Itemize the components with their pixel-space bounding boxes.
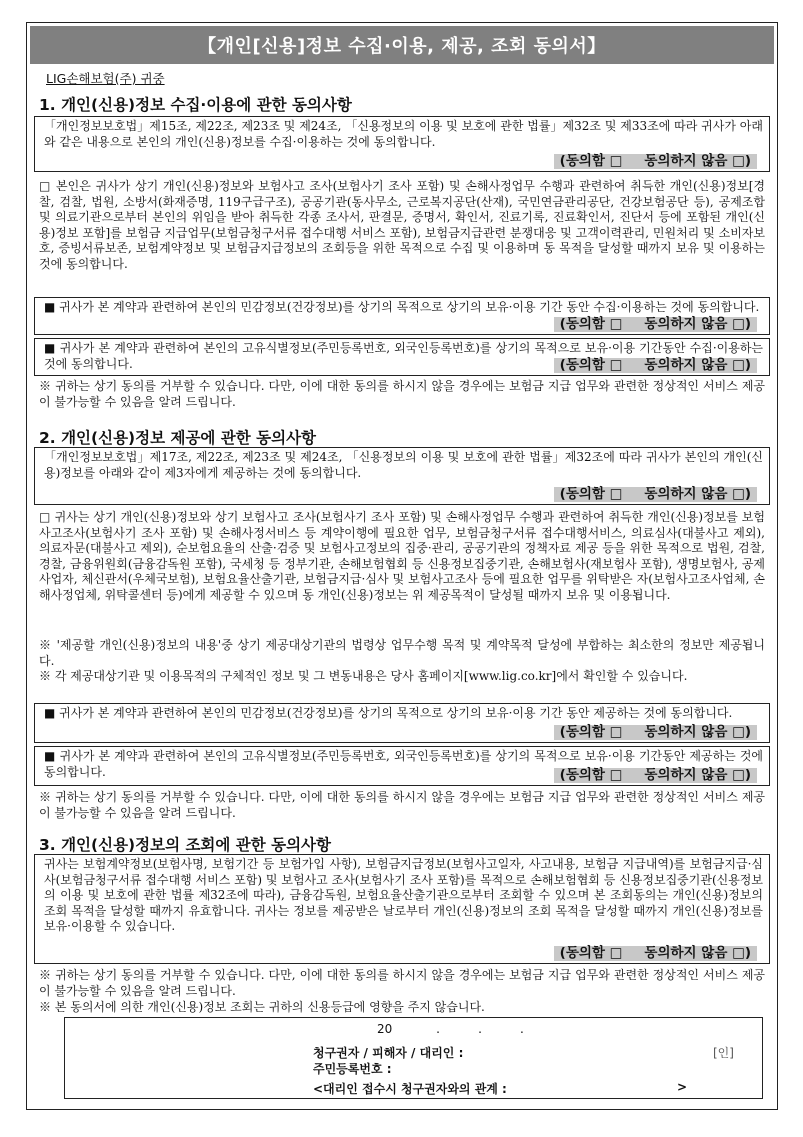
recipient: LIG손해보험(주) 귀중 xyxy=(46,71,165,86)
agree-checkbox[interactable]: (동의함 □ xyxy=(559,944,623,961)
section1-id-text: ■ 귀사가 본 계약과 관련하여 본인의 고유식별정보(주민등록번호, 외국인등록번호)를 상기의 목적으로 보유·이용 기간동안 수집·이용하는 것에 동의합니다. xyxy=(44,341,763,371)
consent-form xyxy=(26,22,778,1110)
section3-heading: 3. 개인(신용)정보의 조회에 관한 동의사항 xyxy=(39,836,331,854)
section2-note-a: ※ '제공할 개인(신용)정보의 내용'중 상기 제공대상기관의 법령상 업무수행 목적 및 계약목적 달성에 부합하는 최소한의 정보만 제공됩니다. xyxy=(39,638,765,668)
section1-id-consent[interactable] xyxy=(554,358,757,374)
section3-note2: ※ 본 동의서에 의한 개인(신용)정보 조회는 귀하의 신용등급에 영향을 주지 않습니다. xyxy=(39,1000,485,1014)
relation-close: > xyxy=(677,1080,688,1094)
disagree-checkbox[interactable]: 동의하지 않음 □) xyxy=(644,152,751,169)
seal-mark: [인] xyxy=(713,1046,734,1060)
section2-law-text: 「개인정보보호법」제17조, 제22조, 제23조 및 제24조, 「신용정보의 이용 및 보호에 관한 법률」제32조에 따라 귀사가 본인의 개인(신용)정보를 아래와 같이 제3자에게 제공하는 것에 동의합니다. xyxy=(44,450,763,480)
section2-law-box xyxy=(34,447,770,505)
section1-health-box xyxy=(34,297,770,335)
section1-law-box xyxy=(34,116,770,172)
agree-checkbox[interactable]: (동의함 □ xyxy=(559,723,623,740)
rrn-label[interactable]: 주민등록번호 : xyxy=(313,1062,392,1076)
section1-heading: 1. 개인(신용)정보 수집·이용에 관한 동의사항 xyxy=(39,96,352,114)
agree-checkbox[interactable]: (동의함 □ xyxy=(559,356,623,373)
disagree-checkbox[interactable]: 동의하지 않음 □) xyxy=(644,723,751,740)
disagree-checkbox[interactable]: 동의하지 않음 □) xyxy=(644,944,751,961)
relation-label[interactable]: <대리인 접수시 청구권자와의 관계 : xyxy=(313,1082,507,1096)
section2-id-text: ■ 귀사가 본 계약과 관련하여 본인의 고유식별정보(주민등록번호, 외국인등록번호)를 상기의 목적으로 보유·이용 기간동안 제공하는 것에 동의합니다. xyxy=(44,749,763,779)
section2-health-box xyxy=(34,703,770,743)
agree-checkbox[interactable]: (동의함 □ xyxy=(559,152,623,169)
section3-consent[interactable] xyxy=(554,946,757,962)
section1-id-box xyxy=(34,338,770,376)
disagree-checkbox[interactable]: 동의하지 않음 □) xyxy=(644,485,751,502)
section2-purpose: □ 귀사는 상기 개인(신용)정보와 상기 보험사고 조사(보험사기 조사 포함) 및 손해사정업무 수행과 관련하여 취득한 개인(신용)정보를 보험사고조사(보험사기 조사 포함) 및 손해사정서비스 등 계약이행에 필요한 업무, 보험금청구서류 접수대행서비스, 의료심사(대불사고 제외), 의료자문(대불사고 제외), 순보험요율의 산출·검증 및 보험사고정보의 집중·관리, 공공기관의 정책자료 제공 등을 위한 목적으로 법원, 검찰, 경찰, 금융위원회(금융감독원 포함), 국세청 등 정부기관, 손해보험협회 등 신용정보집중기관, 손해보험사(재보험사 포함), 생명보험사, 공제사업자, 체신관서(우체국보험), 보험요율산출기관, 보험금지급·심사 및 보험사고조사 등에 필요한 업무를 위탁받은 자(보험사고조사업체, 손해사정업체, 위탁콜센터 등)에게 제공할 수 있으며 동 개인(신용)정보는 위 제공목적이 달성될 때까지 보유 및 이용됩니다. xyxy=(39,510,765,602)
section2-id-box xyxy=(34,746,770,786)
section2-health-consent[interactable] xyxy=(554,725,757,741)
agree-checkbox[interactable]: (동의함 □ xyxy=(559,315,623,332)
agree-checkbox[interactable]: (동의함 □ xyxy=(559,766,623,783)
section2-note-b: ※ 각 제공대상기관 및 이용목적의 구체적인 정보 및 그 변동내용은 당사 홈페이지[www.lig.co.kr]에서 확인할 수 있습니다. xyxy=(39,669,688,683)
section2-id-consent[interactable] xyxy=(554,768,757,784)
date-field[interactable] xyxy=(377,1022,524,1036)
form-title: 【개인[신용]정보 수집·이용, 제공, 조회 동의서】 xyxy=(30,26,774,64)
section1-health-consent[interactable] xyxy=(554,317,757,333)
section1-purpose: □ 본인은 귀사가 상기 개인(신용)정보와 보험사고 조사(보험사기 조사 포함) 및 손해사정업무 수행과 관련하여 취득한 개인(신용)정보[경찰, 검찰, 법원, 소방서(화재증명, 119구급구조), 공공기관(동사무소, 근로복지공단(산재), 국민연금관리공단, 건강보험공단 등), 공제조합 및 의료기관으로부터 본인의 위임을 받아 취득한 각종 조사서, 판결문, 증명서, 확인서, 진료기록, 진료확인서, 진단서 등에 포함된 개인(신용)정보 포함]를 보험금 지급업무(보험금청구서류 접수대행 서비스 포함), 보험금지급관련 분쟁대응 및 고객이력관리, 민원처리 및 소비자보호, 증빙서류보존, 보험계약정보 및 보험금지급정보의 조회등을 위한 목적으로 수집 및 이용하며 동 목적을 달성할 때까지 보유 및 이용하는 것에 동의합니다. xyxy=(39,179,765,271)
signature-box xyxy=(64,1017,763,1099)
section1-consent[interactable] xyxy=(554,154,757,170)
disagree-checkbox[interactable]: 동의하지 않음 □) xyxy=(644,356,751,373)
agree-checkbox[interactable]: (동의함 □ xyxy=(559,485,623,502)
disagree-checkbox[interactable]: 동의하지 않음 □) xyxy=(644,315,751,332)
section1-law-text: 「개인정보보호법」제15조, 제22조, 제23조 및 제24조, 「신용정보의 이용 및 보호에 관한 법률」제32조 및 제33조에 따라 귀사가 아래와 같은 내용으로 본인의 개인(신용)정보를 수집·이용하는 것에 동의합니다. xyxy=(44,119,763,149)
date-separators: . . . xyxy=(436,1022,524,1036)
claimant-label[interactable]: 청구권자 / 피해자 / 대리인 : xyxy=(313,1046,464,1060)
disagree-checkbox[interactable]: 동의하지 않음 □) xyxy=(644,766,751,783)
section3-box xyxy=(34,854,770,964)
section3-text: 귀사는 보험계약정보(보험사명, 보험기간 등 보험가입 사항), 보험금지급정보(보험사고일자, 사고내용, 보험금 지급내역)를 보험금지급·심사(보험금청구서류 접수대행 서비스 포함) 및 보험사고 조사(보험사기 조사 포함)를 목적으로 손해보험협회 등 신용정보집중기관(신용정보의 이용 및 보호에 관한 법률 제32조에 따라), 금융감독원, 보험요율산출기관으로부터 조회할 수 있으며 본 조회동의는 개인(신용)정보의 조회 목적을 달성할 때까지 유효합니다. 귀사는 정보를 제공받은 날로부터 개인(신용)정보의 조회 목적을 달성할 때까지 개인(신용)정보를 보유·이용할 수 있습니다. xyxy=(44,857,763,933)
section2-consent[interactable] xyxy=(554,487,757,503)
section2-health-text: ■ 귀사가 본 계약과 관련하여 본인의 민감정보(건강정보)를 상기의 목적으로 상기의 보유·이용 기간 동안 제공하는 것에 동의합니다. xyxy=(44,706,733,720)
section1-note: ※ 귀하는 상기 동의를 거부할 수 있습니다. 다만, 이에 대한 동의를 하시지 않을 경우에는 보험금 지급 업무와 관련한 정상적인 서비스 제공이 불가능할 수 있음을 알려 드립니다. xyxy=(39,379,765,409)
section3-note: ※ 귀하는 상기 동의를 거부할 수 있습니다. 다만, 이에 대한 동의를 하시지 않을 경우에는 보험금 지급 업무와 관련한 정상적인 서비스 제공이 불가능할 수 있음을 알려 드립니다. xyxy=(39,968,765,998)
section1-health-text: ■ 귀사가 본 계약과 관련하여 본인의 민감정보(건강정보)를 상기의 목적으로 상기의 보유·이용 기간 동안 수집·이용하는 것에 동의합니다. xyxy=(44,300,760,314)
date-prefix: 20 xyxy=(377,1022,393,1036)
section2-note: ※ 귀하는 상기 동의를 거부할 수 있습니다. 다만, 이에 대한 동의를 하시지 않을 경우에는 보험금 지급 업무와 관련한 정상적인 서비스 제공이 불가능할 수 있음을 알려 드립니다. xyxy=(39,790,765,820)
section2-heading: 2. 개인(신용)정보 제공에 관한 동의사항 xyxy=(39,429,317,447)
